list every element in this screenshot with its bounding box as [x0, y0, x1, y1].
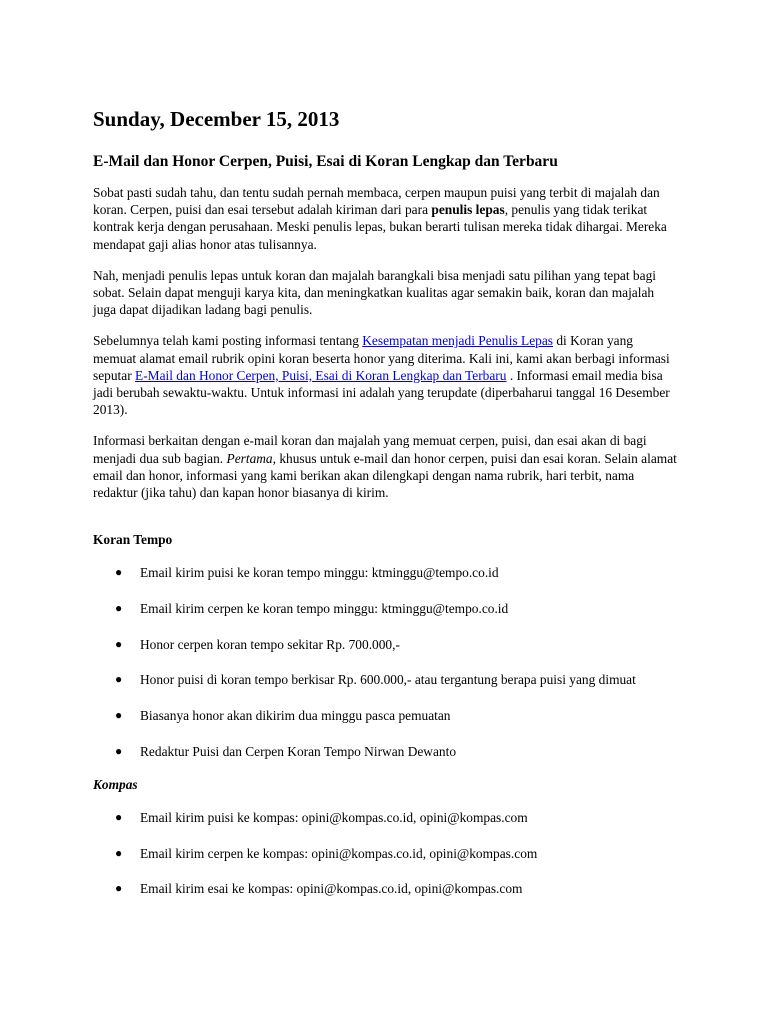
- bullet-icon: ●: [115, 600, 123, 615]
- list-item: [93, 564, 678, 581]
- bullet-icon: ●: [115, 708, 123, 723]
- list-item-text: Redaktur Puisi dan Cerpen Koran Tempo Nirwan Dewanto: [140, 743, 457, 759]
- paragraph-text: Sobat pasti sudah tahu, dan tentu sudah pernah membaca, cerpen maupun puisi yang terbit di majalah dan koran. Cerpen, puisi dan esai tersebut adalah kiriman dari para: [93, 185, 660, 218]
- paragraph-text: Informasi berkaitan dengan e-mail koran dan majalah yang memuat cerpen, puisi, dan esai akan di bagi menjadi dua sub bagian.: [93, 433, 647, 466]
- list-item: [93, 743, 678, 760]
- list-item-text: Email kirim puisi ke koran tempo minggu: ktminggu@tempo.co.id: [140, 565, 499, 581]
- bullet-icon: ●: [115, 881, 123, 896]
- list-item: [93, 809, 678, 826]
- list-item-text: Email kirim cerpen ke koran tempo minggu: ktminggu@tempo.co.id: [140, 600, 509, 616]
- list-item: [93, 671, 678, 688]
- bullet-icon: ●: [115, 672, 123, 687]
- list-item: [93, 707, 678, 724]
- bullet-icon: ●: [115, 743, 123, 758]
- list-item: [93, 600, 678, 617]
- italic-term: Pertama,: [226, 450, 276, 466]
- paragraph-text: Sebelumnya telah kami posting informasi tentang: [93, 333, 363, 349]
- post-title: E-Mail dan Honor Cerpen, Puisi, Esai di Koran Lengkap dan Terbaru: [93, 153, 558, 170]
- bullet-icon: ●: [115, 636, 123, 651]
- paragraph-text: di Koran yang memuat alamat email rubrik opini koran beserta honor yang diterima. Kali ini, kami akan berbagi informasi seputar: [93, 333, 670, 383]
- list-item: [93, 845, 678, 862]
- koran-tempo-list: [93, 564, 678, 760]
- bold-term: penulis lepas: [431, 202, 505, 218]
- bullet-icon: ●: [115, 809, 123, 824]
- section-title-koran-tempo: Koran Tempo: [93, 532, 173, 548]
- bullet-icon: ●: [115, 845, 123, 860]
- fourth-paragraph: [93, 432, 678, 501]
- bullet-icon: ●: [115, 565, 123, 580]
- kompas-list: [93, 809, 678, 898]
- list-item-text: Honor puisi di koran tempo berkisar Rp. 600.000,- atau tergantung berapa puisi yang dimuat: [140, 672, 636, 688]
- list-item-text: Email kirim cerpen ke kompas: opini@kompas.co.id, opini@kompas.com: [140, 845, 538, 861]
- list-item-text: Email kirim puisi ke kompas: opini@kompas.co.id, opini@kompas.com: [140, 809, 528, 825]
- list-item: [93, 636, 678, 653]
- intro-paragraph: [93, 184, 678, 253]
- list-item: [93, 880, 678, 897]
- paragraph-text: , penulis yang tidak terikat kontrak kerja dengan perusahaan. Meski penulis lepas, bukan berarti tulisan mereka tidak dihargai. Mereka mendapat gaji alias honor atas tulisannya.: [93, 202, 667, 252]
- paragraph-text: khusus untuk e-mail dan honor cerpen, puisi dan esai koran. Selain alamat email dan honor, informasi yang kami berikan akan dilengkapi dengan nama rubrik, hari terbit, nama redaktur (jika tahu) dan kapan honor biasanya di kirim.: [93, 450, 677, 501]
- third-paragraph: [93, 332, 678, 418]
- list-item-text: Email kirim esai ke kompas: opini@kompas.co.id, opini@kompas.com: [140, 881, 523, 897]
- list-item-text: Honor cerpen koran tempo sekitar Rp. 700.000,-: [140, 636, 400, 652]
- date-heading: Sunday, December 15, 2013: [93, 107, 340, 131]
- second-paragraph: Nah, menjadi penulis lepas untuk koran dan majalah barangkali bisa menjadi satu pilihan yang tepat bagi sobat. Selain dapat menguji karya kita, dan meningkatkan kualitas agar semakin baik, koran dan majalah juga dapat dijadikan ladang bagi penulis.: [93, 267, 656, 318]
- list-item-text: Biasanya honor akan dikirim dua minggu pasca pemuatan: [140, 708, 451, 724]
- link-penulis-lepas[interactable]: Kesempatan menjadi Penulis Lepas: [362, 333, 554, 349]
- paragraph-text: . Informasi email media bisa jadi berubah sewaktu-waktu. Untuk informasi ini adalah yang terupdate (diperbaharui tanggal 16 Desember 2013).: [93, 367, 670, 418]
- section-title-kompas: Kompas: [93, 776, 138, 792]
- link-email-honor[interactable]: E-Mail dan Honor Cerpen, Puisi, Esai di Koran Lengkap dan Terbaru: [135, 367, 507, 383]
